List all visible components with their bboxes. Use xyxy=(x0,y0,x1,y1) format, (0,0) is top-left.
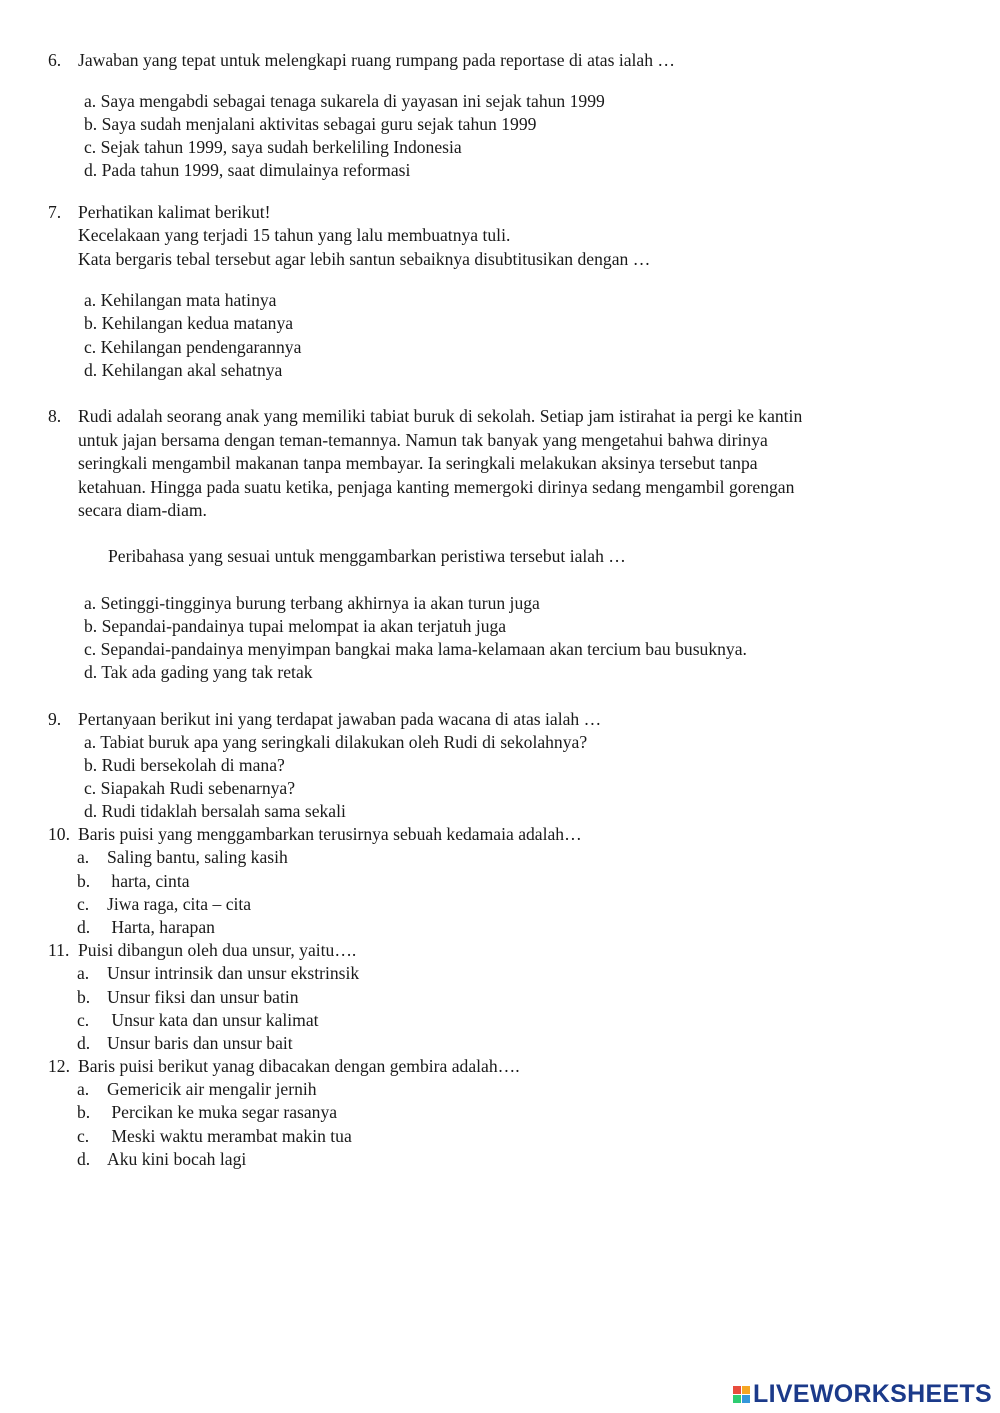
q7-option-d: d. Kehilangan akal sehatnya xyxy=(84,360,283,380)
question-text: Baris puisi yang menggambarkan terusirnya sebuah kedamaia adalah… xyxy=(78,824,582,844)
q11-option-b xyxy=(77,986,299,1008)
question-12 xyxy=(48,1055,520,1077)
option-letter: b. xyxy=(77,871,91,891)
option-text: Meski waktu merambat makin tua xyxy=(107,1126,352,1146)
option-letter: d. xyxy=(77,917,91,937)
logo-square xyxy=(733,1386,741,1394)
q8-option-d: d. Tak ada gading yang tak retak xyxy=(84,662,313,682)
question-number: 11. xyxy=(48,940,70,960)
q7-sentence: Kecelakaan yang terjadi 15 tahun yang lalu membuatnya tuli. xyxy=(78,225,511,245)
option-text: Percikan ke muka segar rasanya xyxy=(107,1102,338,1122)
question-text: Baris puisi berikut yanag dibacakan dengan gembira adalah…. xyxy=(78,1056,520,1076)
logo-square xyxy=(742,1395,750,1403)
option-letter: b. xyxy=(77,1102,91,1122)
q6-option-c: c. Sejak tahun 1999, saya sudah berkeliling Indonesia xyxy=(84,137,462,157)
q6-option-a: a. Saya mengabdi sebagai tenaga sukarela di yayasan ini sejak tahun 1999 xyxy=(84,91,605,111)
option-letter: d. xyxy=(77,1033,91,1053)
question-number: 6. xyxy=(48,50,62,70)
option-letter: c. xyxy=(77,894,90,914)
q11-option-d xyxy=(77,1032,293,1054)
q10-option-b xyxy=(77,870,190,892)
question-number: 7. xyxy=(48,202,62,222)
option-letter: c. xyxy=(77,1126,90,1146)
q8-passage-line: secara diam-diam. xyxy=(78,500,207,520)
question-number: 9. xyxy=(48,709,62,729)
q12-option-b xyxy=(77,1101,337,1123)
question-text: Rudi adalah seorang anak yang memiliki tabiat buruk di sekolah. Setiap jam istirahat ia pergi ke kantin xyxy=(78,406,803,426)
question-8 xyxy=(48,405,802,427)
option-letter: a. xyxy=(77,1079,90,1099)
q8-passage-line: untuk jajan bersama dengan teman-temannya. Namun tak banyak yang mengetahui bahwa dirinya xyxy=(78,430,768,450)
q7-option-b: b. Kehilangan kedua matanya xyxy=(84,313,294,333)
option-text: Harta, harapan xyxy=(107,917,215,937)
q10-option-a xyxy=(77,846,288,868)
option-text: Unsur intrinsik dan unsur ekstrinsik xyxy=(107,963,360,983)
q8-prompt: Peribahasa yang sesuai untuk menggambarkan peristiwa tersebut ialah … xyxy=(108,546,626,566)
q8-passage-line: ketahuan. Hingga pada suatu ketika, penjaga kanting memergoki dirinya sedang mengambil gorengan xyxy=(78,477,795,497)
q10-option-d xyxy=(77,916,215,938)
option-text: Unsur kata dan unsur kalimat xyxy=(107,1010,319,1030)
question-number: 12. xyxy=(48,1056,70,1076)
option-letter: b. xyxy=(77,987,91,1007)
question-9 xyxy=(48,708,601,730)
q7-instruction: Kata bergaris tebal tersebut agar lebih santun sebaiknya disubtitusikan dengan … xyxy=(78,249,651,269)
option-text: Unsur baris dan unsur bait xyxy=(107,1033,293,1053)
q6-option-d: d. Pada tahun 1999, saat dimulainya reformasi xyxy=(84,160,411,180)
option-text: Jiwa raga, cita – cita xyxy=(107,894,252,914)
q9-option-c: c. Siapakah Rudi sebenarnya? xyxy=(84,778,296,798)
option-letter: a. xyxy=(77,963,90,983)
question-6 xyxy=(48,49,675,71)
question-text: Jawaban yang tepat untuk melengkapi ruang rumpang pada reportase di atas ialah … xyxy=(78,50,676,70)
question-11 xyxy=(48,939,356,961)
option-text: harta, cinta xyxy=(107,871,190,891)
q8-passage-line: seringkali mengambil makanan tanpa membayar. Ia seringkali melakukan aksinya tersebut tanpa xyxy=(78,453,758,473)
q9-option-a: a. Tabiat buruk apa yang seringkali dilakukan oleh Rudi di sekolahnya? xyxy=(84,732,588,752)
liveworksheets-logo xyxy=(733,1379,992,1409)
q12-option-a xyxy=(77,1078,317,1100)
q11-option-a xyxy=(77,962,359,984)
option-text: Gemericik air mengalir jernih xyxy=(107,1079,317,1099)
option-text: Unsur fiksi dan unsur batin xyxy=(107,987,299,1007)
question-text: Pertanyaan berikut ini yang terdapat jawaban pada wacana di atas ialah … xyxy=(78,709,602,729)
option-letter: d. xyxy=(77,1149,91,1169)
q6-option-b: b. Saya sudah menjalani aktivitas sebagai guru sejak tahun 1999 xyxy=(84,114,537,134)
option-text: Aku kini bocah lagi xyxy=(107,1149,247,1169)
question-10 xyxy=(48,823,582,845)
logo-square xyxy=(733,1395,741,1403)
q9-option-d: d. Rudi tidaklah bersalah sama sekali xyxy=(84,801,346,821)
question-7 xyxy=(48,201,271,223)
question-number: 10. xyxy=(48,824,70,844)
logo-mark-icon xyxy=(733,1386,750,1403)
q7-option-a: a. Kehilangan mata hatinya xyxy=(84,290,277,310)
option-text: Saling bantu, saling kasih xyxy=(107,847,288,867)
q10-option-c xyxy=(77,893,251,915)
logo-square xyxy=(742,1386,750,1394)
logo-text: LIVEWORKSHEETS xyxy=(753,1379,992,1408)
q11-option-c xyxy=(77,1009,319,1031)
q9-option-b: b. Rudi bersekolah di mana? xyxy=(84,755,285,775)
question-number: 8. xyxy=(48,406,62,426)
question-text: Perhatikan kalimat berikut! xyxy=(78,202,271,222)
q8-option-b: b. Sepandai-pandainya tupai melompat ia akan terjatuh juga xyxy=(84,616,507,636)
option-letter: a. xyxy=(77,847,90,867)
option-letter: c. xyxy=(77,1010,90,1030)
q8-option-c: c. Sepandai-pandainya menyimpan bangkai maka lama-kelamaan akan tercium bau busuknya. xyxy=(84,639,747,659)
question-text: Puisi dibangun oleh dua unsur, yaitu…. xyxy=(78,940,357,960)
q8-option-a: a. Setinggi-tingginya burung terbang akhirnya ia akan turun juga xyxy=(84,593,540,613)
q12-option-d xyxy=(77,1148,246,1170)
q7-option-c: c. Kehilangan pendengarannya xyxy=(84,337,302,357)
q12-option-c xyxy=(77,1125,352,1147)
